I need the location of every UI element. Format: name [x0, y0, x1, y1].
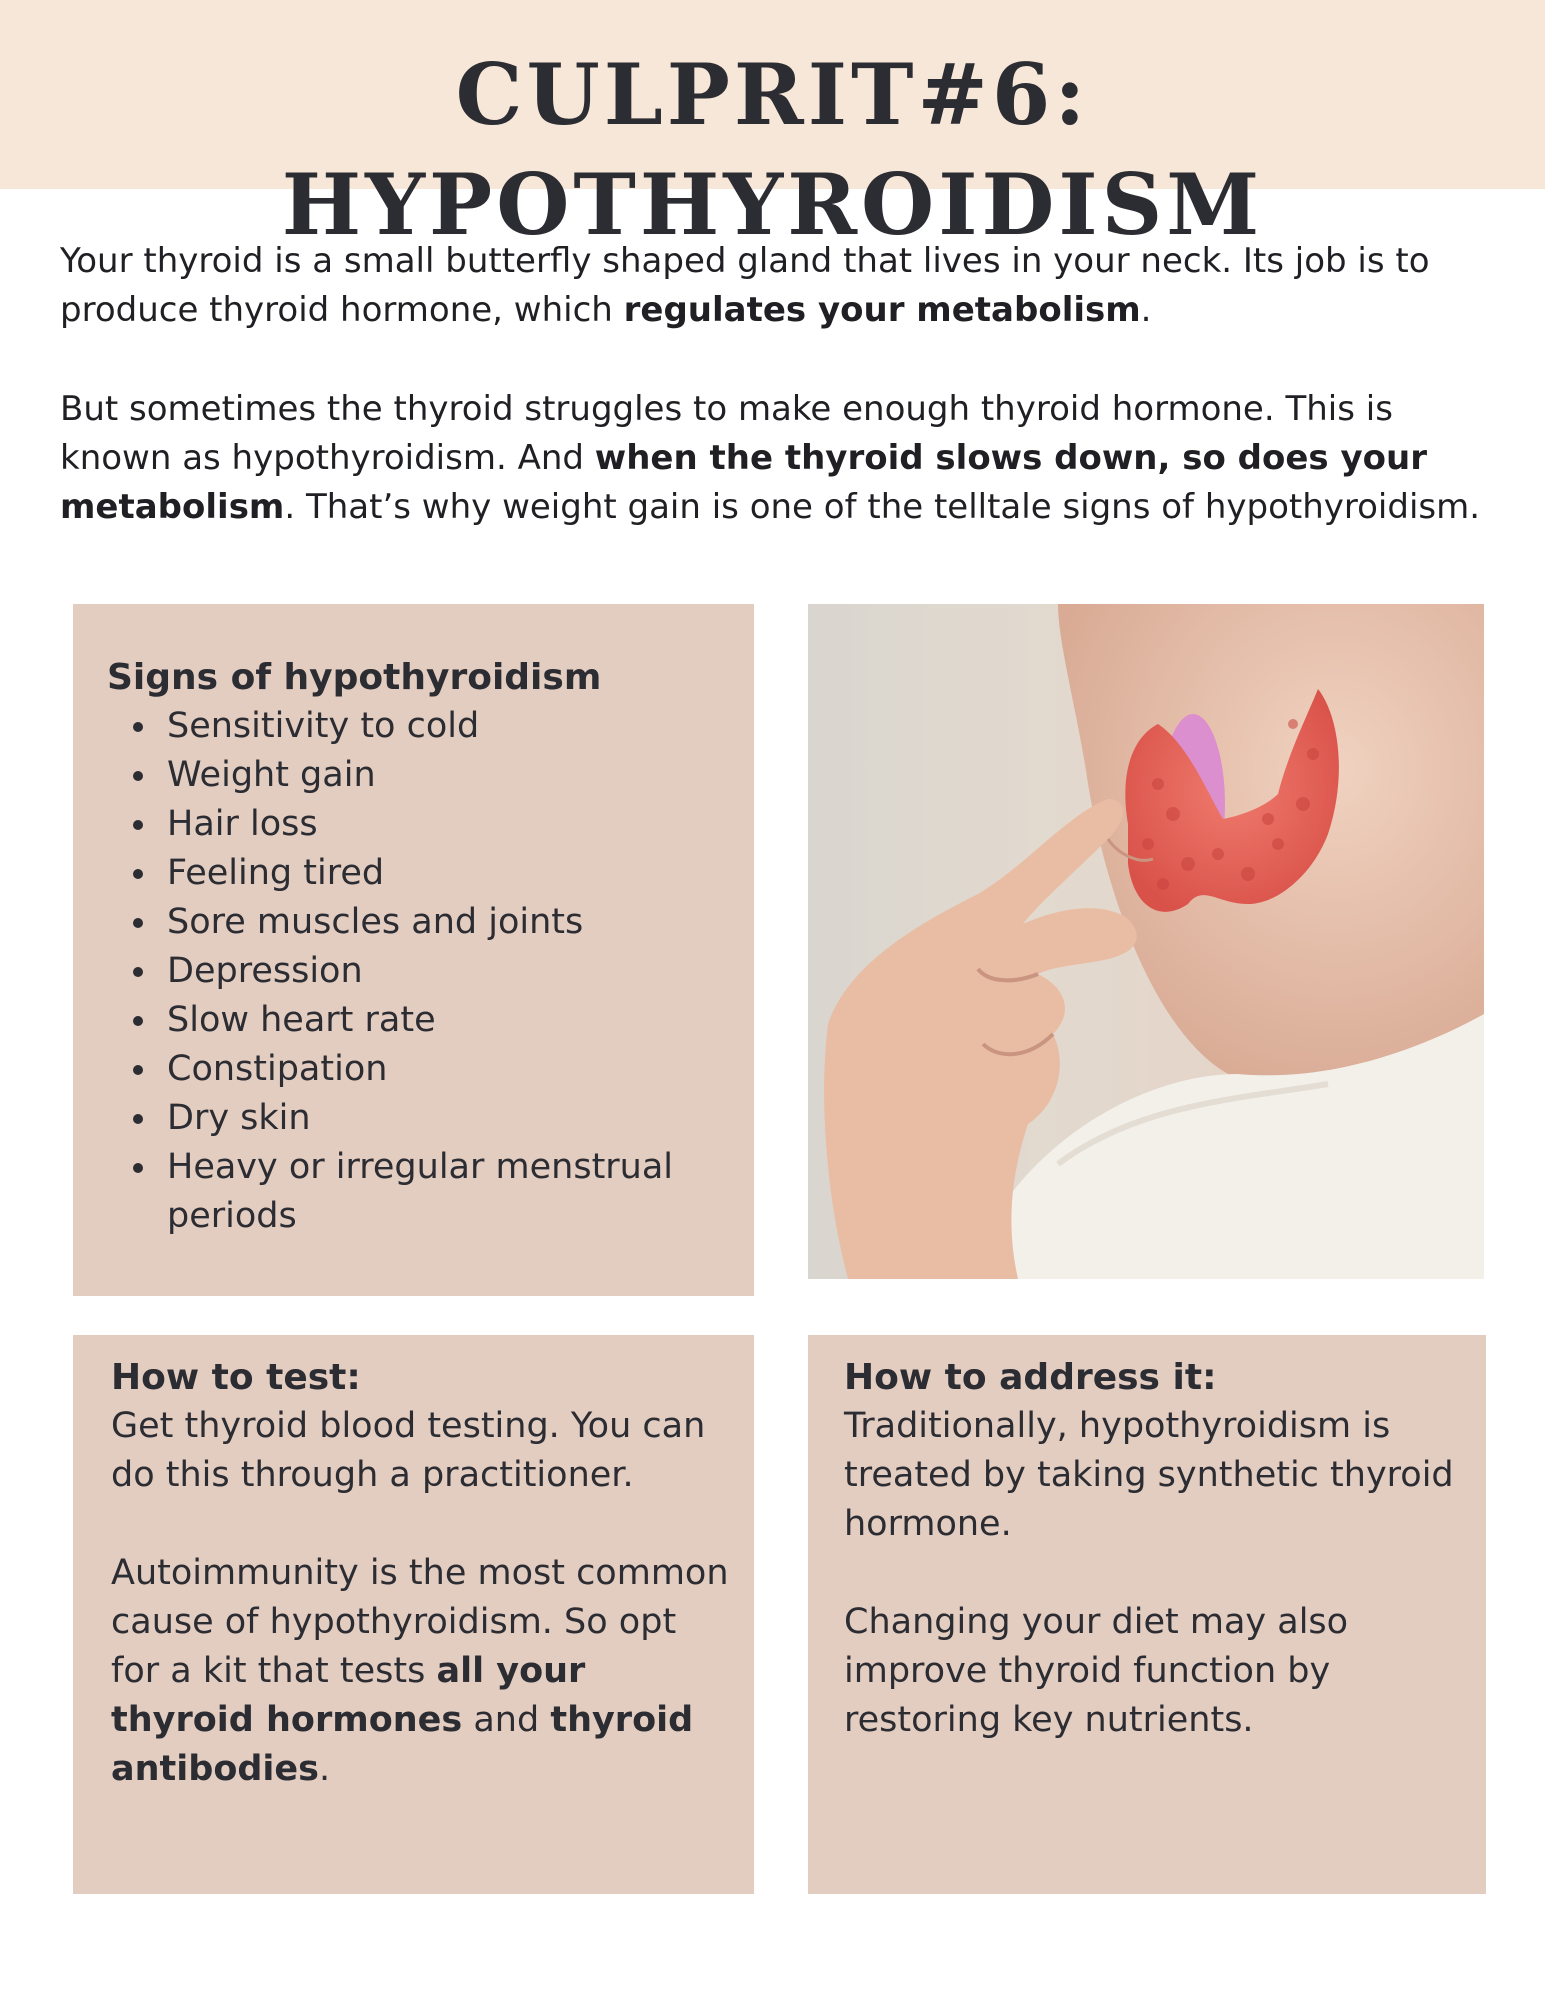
list-item-label: Depression: [167, 951, 363, 991]
bullet-icon: [133, 918, 143, 928]
list-item: [167, 898, 727, 947]
signs-list: [107, 702, 727, 1241]
test-paragraph-2: [111, 1549, 731, 1794]
test-paragraph-1: Get thyroid blood testing. You can do this through a practitioner.: [111, 1406, 706, 1495]
intro-text: But sometimes the thyroid struggles to make enough thyroid hormone. This is known as hypothyroidism. And: [60, 389, 1393, 478]
address-card: [808, 1335, 1486, 1894]
list-item: [167, 1143, 727, 1241]
bullet-icon: [133, 1016, 143, 1026]
address-heading: How to address it:: [844, 1357, 1217, 1398]
list-item-label: Hair loss: [167, 804, 318, 844]
list-item: [167, 1094, 727, 1143]
bullet-icon: [133, 771, 143, 781]
bullet-icon: [133, 1065, 143, 1075]
bullet-icon: [133, 722, 143, 732]
bullet-icon: [133, 967, 143, 977]
list-item-label: Sensitivity to cold: [167, 706, 480, 746]
test-emphasis: all your thyroid hormones: [111, 1651, 586, 1740]
signs-card: [73, 604, 754, 1296]
intro-text: .: [1140, 290, 1152, 330]
test-text: Autoimmunity is the most common cause of hypothyroidism. So opt for a kit that tests: [111, 1553, 729, 1691]
list-item: [167, 800, 727, 849]
intro-text: . That’s why weight gain is one of the telltale signs of hypothyroidism.: [284, 487, 1481, 527]
list-item-label: Slow heart rate: [167, 1000, 436, 1040]
address-paragraph-2: Changing your diet may also improve thyroid function by restoring key nutrients.: [844, 1602, 1349, 1740]
list-item: [167, 702, 727, 751]
intro-text: Your thyroid is a small butterfly shaped gland that lives in your neck. Its job is to produce thyroid hormone, which: [60, 241, 1430, 330]
address-paragraph-1: Traditionally, hypothyroidism is treated by taking synthetic thyroid hormone.: [844, 1406, 1454, 1544]
thyroid-model-photo: [808, 604, 1484, 1279]
test-text: and: [462, 1700, 551, 1740]
list-item: [167, 996, 727, 1045]
intro-paragraph-1: [60, 237, 1500, 335]
list-item-label: Weight gain: [167, 755, 376, 795]
list-item-label: Constipation: [167, 1049, 388, 1089]
bullet-icon: [133, 1114, 143, 1124]
page-title: CULPRIT#6: HYPOTHYROIDISM: [281, 45, 1264, 254]
list-item-label: Heavy or irregular menstrual periods: [167, 1147, 674, 1236]
signs-heading: Signs of hypothyroidism: [107, 657, 602, 698]
test-text: .: [318, 1749, 331, 1789]
intro-paragraph-2: [60, 385, 1500, 532]
bullet-icon: [133, 869, 143, 879]
list-item: [167, 947, 727, 996]
list-item-label: Dry skin: [167, 1098, 311, 1138]
test-heading: How to test:: [111, 1357, 361, 1398]
intro-emphasis: regulates your metabolism: [623, 290, 1141, 330]
list-item: [167, 751, 727, 800]
bullet-icon: [133, 1163, 143, 1173]
list-item: [167, 1045, 727, 1094]
list-item-label: Feeling tired: [167, 853, 385, 893]
list-item-label: Sore muscles and joints: [167, 902, 584, 942]
intro-emphasis: when the thyroid slows down, so does your metabolism: [60, 438, 1427, 527]
list-item: [167, 849, 727, 898]
test-card: [73, 1335, 754, 1894]
test-emphasis: thyroid antibodies: [111, 1700, 694, 1789]
photo-illustration: [808, 604, 1484, 1279]
bullet-icon: [133, 820, 143, 830]
